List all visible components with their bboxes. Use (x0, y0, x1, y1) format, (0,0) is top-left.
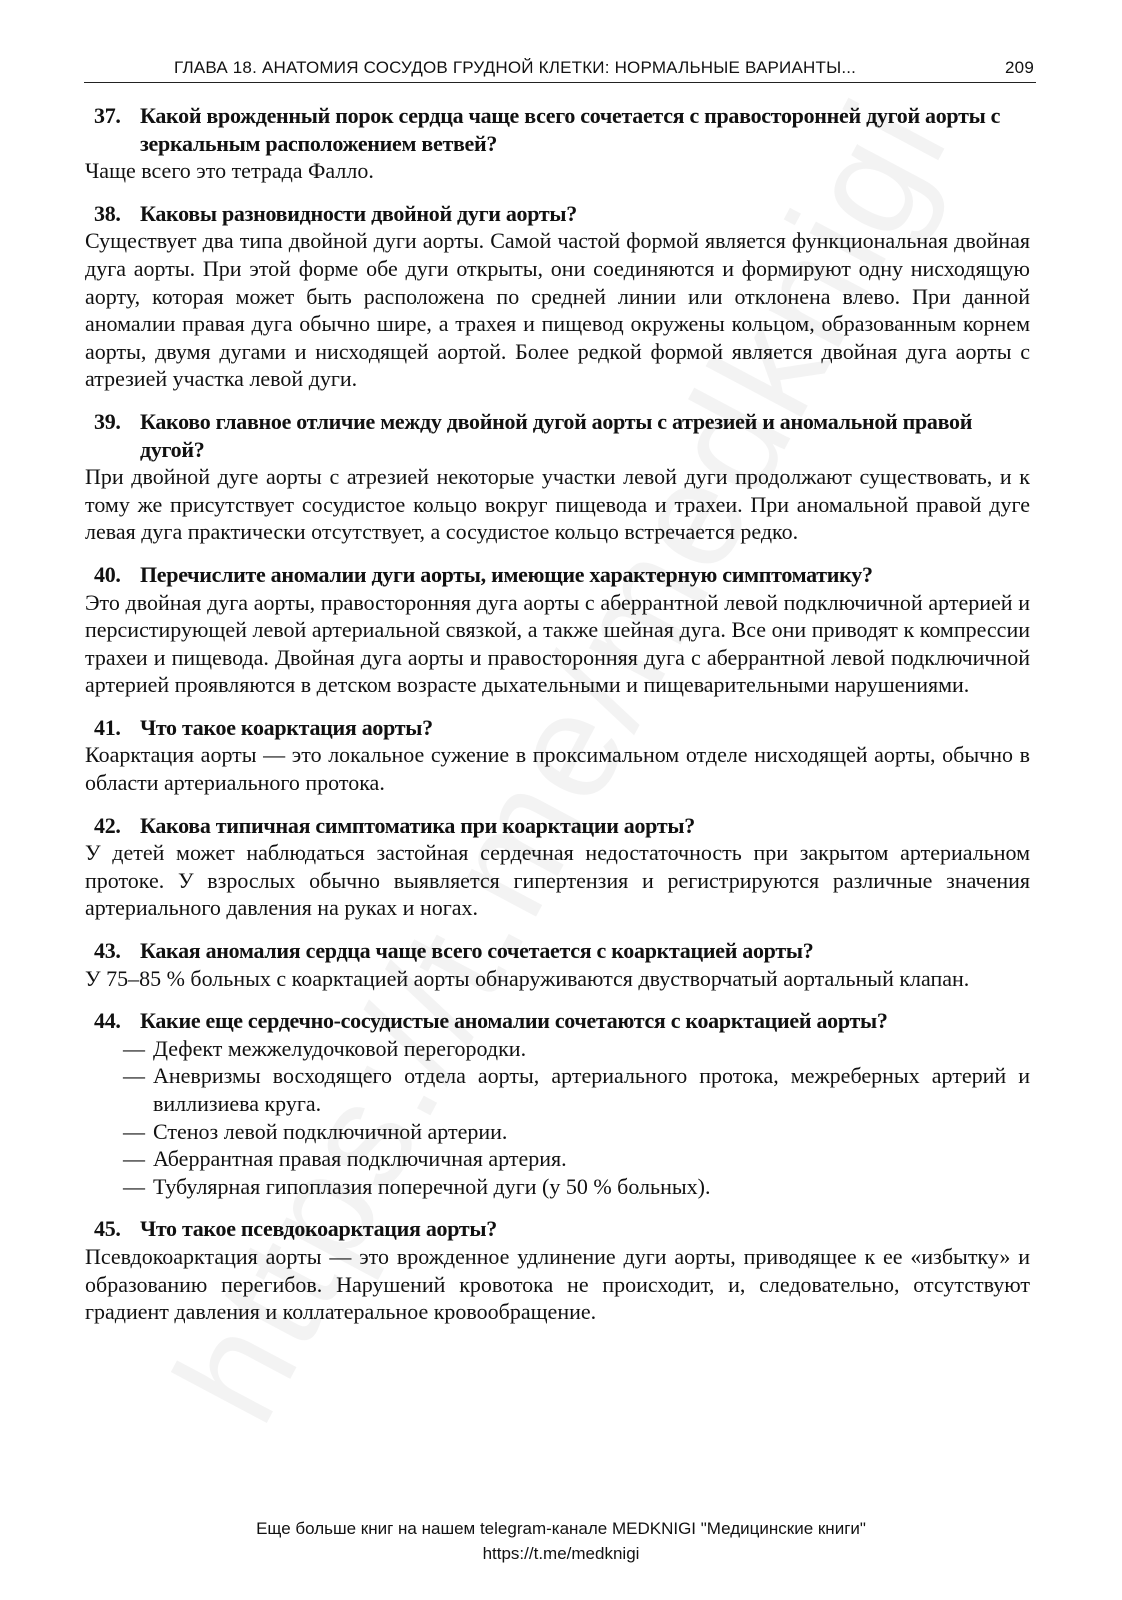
question-heading (85, 561, 1030, 589)
footer-link[interactable]: https://t.me/medknigi (482, 1544, 640, 1563)
question-number: 38. (94, 200, 121, 226)
page-number: 209 (1005, 58, 1034, 77)
question-text: Какая аномалия сердца чаще всего сочетается с коарктацией аорты? (140, 938, 814, 964)
list-item: — Аберрантная правая подключичная артерия. (85, 1145, 1030, 1173)
qa-item-37 (85, 102, 1030, 185)
question-heading (85, 937, 1030, 965)
qa-item-40 (85, 561, 1030, 699)
question-number: 45. (94, 1216, 121, 1242)
anomaly-list (85, 1035, 1030, 1201)
question-number: 43. (94, 938, 121, 964)
footer-promo-text: Еще больше книг на нашем telegram-канале MEDKNIGI "Медицинские книги" (256, 1519, 866, 1538)
question-heading (85, 1215, 1030, 1243)
running-header (84, 56, 1036, 83)
answer-text: У детей может наблюдаться застойная сердечная недостаточность при закрытом артериальном протоке. У взрослых обычно выявляется гипертензия и регистрируются различные значения артериального давления на руках и ногах. (85, 840, 1030, 921)
question-number: 44. (94, 1008, 121, 1034)
question-text: Какой врожденный порок сердца чаще всего сочетается с правосторонней дугой аорты с зеркальным расположением ветвей? (140, 103, 1001, 156)
question-number: 42. (94, 812, 121, 838)
question-text: Каковы разновидности двойной дуги аорты? (140, 200, 577, 226)
qa-item-45 (85, 1215, 1030, 1325)
qa-item-44 (85, 1007, 1030, 1200)
qa-item-42 (85, 812, 1030, 922)
question-text: Что такое коарктация аорты? (140, 714, 433, 740)
question-number: 40. (94, 561, 121, 587)
list-item: — Дефект межжелудочковой перегородки. (85, 1035, 1030, 1063)
question-number: 41. (94, 714, 121, 740)
qa-item-43 (85, 937, 1030, 992)
question-text: Перечислите аномалии дуги аорты, имеющие характерную симптоматику? (140, 561, 873, 587)
list-item: — Тубулярная гипоплазия поперечной дуги (у 50 % больных). (85, 1173, 1030, 1201)
list-item: — Стеноз левой подключичной артерии. (85, 1118, 1030, 1146)
question-text: Каково главное отличие между двойной дугой аорты с атрезией и аномальной правой дугой? (140, 408, 973, 462)
page-content (85, 102, 1030, 1341)
list-item: — Аневризмы восходящего отдела аорты, артериального протока, межреберных артерий и виллизиева круга. (85, 1062, 1030, 1117)
answer-text: Коарктация аорты — это локальное сужение в проксимальном отделе нисходящей аорты, обычно в области артериального протока. (85, 742, 1030, 796)
question-heading (85, 200, 1030, 228)
answer-text: У 75–85 % больных с коарктацией аорты обнаруживаются двустворчатый аортальный клапан. (85, 965, 970, 991)
question-text: Какова типичная симптоматика при коарктации аорты? (140, 812, 695, 838)
question-heading (85, 714, 1030, 742)
question-heading (85, 812, 1030, 840)
answer-text: При двойной дуге аорты с атрезией некоторые участки левой дуги продолжают существовать, и к тому же присутствует сосудистое кольцо вокруг пищевода и трахеи. При аномальной правой дуге левая дуга практически отсутствует, а сосудистое кольцо встречается редко. (85, 464, 1030, 545)
running-title: ГЛАВА 18. АНАТОМИЯ СОСУДОВ ГРУДНОЙ КЛЕТКИ: НОРМАЛЬНЫЕ ВАРИАНТЫ... (174, 58, 857, 77)
answer-text: Псевдокоарктация аорты — это врожденное удлинение дуги аорты, приводящее к ее «избытку» и образованию перегибов. Нарушений кровотока не происходит, и, следовательно, отсутствуют градиент давления и коллатеральное кровообращение. (85, 1243, 1030, 1325)
question-number: 37. (94, 103, 121, 128)
question-text: Что такое псевдокоарктация аорты? (140, 1216, 497, 1242)
qa-item-38 (85, 200, 1030, 393)
question-text: Какие еще сердечно-сосудистые аномалии сочетаются с коарктацией аорты? (140, 1008, 888, 1034)
qa-item-39 (85, 408, 1030, 546)
qa-item-41 (85, 714, 1030, 797)
question-heading (85, 1007, 1030, 1035)
answer-text: Это двойная дуга аорты, правосторонняя дуга аорты с аберрантной левой подключичной артерией и персистирующей левой артериальной связкой, а также шейная дуга. Все они приводят к компрессии трахеи и пищевода. Двойная дуга аорты и правосторонняя дуга с аберрантной левой подключичной артерией проявляются в детском возрасте дыхательными и пищеварительными нарушениями. (85, 589, 1030, 698)
answer-text: Чаще всего это тетрада Фалло. (85, 158, 374, 184)
question-heading (85, 408, 1030, 463)
question-heading (85, 102, 1030, 157)
question-number: 39. (94, 408, 121, 434)
answer-text: Существует два типа двойной дуги аорты. Самой частой формой является функциональная двойная дуга аорты. При этой форме обе дуги открыты, они соединяются и формируют одну нисходящую аорту, которая может быть расположена по средней линии или отклонена влево. При данной аномалии правая дуга обычно шире, а трахея и пищевод окружены кольцом, образованным корнем аорты, двумя дугами и нисходящей аортой. Более редкой формой является двойная дуга аорты с атрезией участка левой дуги. (85, 228, 1030, 392)
footer-note (0, 1516, 1122, 1566)
